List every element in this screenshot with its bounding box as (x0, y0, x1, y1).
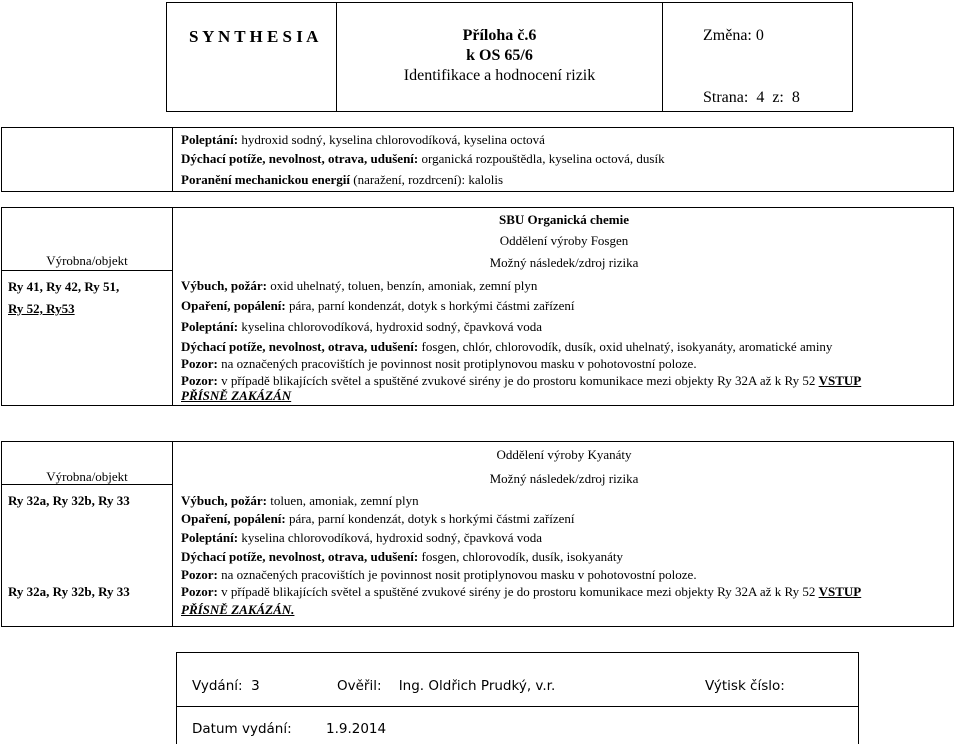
change-field (703, 27, 764, 45)
fosgen-right-header: Možný následek/zdroj rizika (489, 255, 639, 270)
issue-value: 3 (251, 678, 260, 694)
section-kyanaty-table (1, 441, 954, 627)
kyanaty-line-6: Pozor: v případě blikajících světel a spuštěné zvukové sirény je do prostoru komunikace mezi objekty Ry 32A až k Ry 52 VSTUP (181, 584, 862, 599)
kyanaty-line-5: Pozor: na označených pracovištích je povinnost nosit protiplynovou masku v pohotovostní poloze. (181, 567, 697, 582)
company-name: S Y N T H E S I A (189, 27, 319, 46)
issue-field (192, 678, 260, 694)
kyanaty-line-4: Dýchací potíže, nevolnost, otrava, udušení: fosgen, chlorovodík, dusík, isokyanáty (181, 549, 623, 564)
continuation-line-3: Poranění mechanickou energií (naražení, rozdrcení): kalolis (181, 172, 504, 187)
page-field (703, 89, 800, 107)
footer-divider (177, 706, 858, 707)
change-value: 0 (755, 27, 764, 44)
fosgen-section-subtitle: Oddělení výroby Fosgen (499, 233, 629, 248)
annex-ref: k OS 65/6 (466, 47, 533, 64)
kyanaty-line-1: Výbuch, požár: toluen, amoniak, zemní plyn (181, 493, 419, 508)
fosgen-section-title: SBU Organická chemie (499, 212, 629, 227)
header-company-cell (167, 3, 337, 111)
fosgen-objects-line-1: Ry 41, Ry 42, Ry 51, (8, 279, 120, 294)
document-footer (176, 652, 859, 744)
fosgen-left-divider (2, 270, 172, 271)
page-label: Strana: (703, 89, 749, 106)
kyanaty-line-3: Poleptání: kyselina chlorovodíková, hydroxid sodný, čpavková voda (181, 530, 543, 545)
fosgen-line-5: Pozor: na označených pracovištích je povinnost nosit protiplynovou masku v pohotovostní poloze. (181, 356, 697, 371)
kyanaty-objects-line-2: Ry 32a, Ry 32b, Ry 33 (8, 584, 130, 599)
kyanaty-right-header: Možný následek/zdroj rizika (489, 471, 639, 486)
page-value: 4 (756, 89, 765, 106)
fosgen-line-2: Opaření, popálení: pára, parní kondenzát, dotyk s horkými částmi zařízení (181, 298, 575, 313)
copy-number-label: Výtisk číslo: (705, 678, 785, 694)
header-meta-cell (663, 3, 854, 111)
kyanaty-section-subtitle: Oddělení výroby Kyanáty (496, 447, 632, 462)
kyanaty-left-header: Výrobna/objekt (46, 469, 128, 484)
fosgen-warning-end: PŘÍSNĚ ZAKÁZÁN (181, 388, 292, 403)
date-label: Datum vydání: (192, 721, 292, 737)
section-fosgen-left-col (2, 208, 173, 405)
verified-field (337, 678, 555, 694)
continuation-table (1, 127, 954, 192)
fosgen-line-1: Výbuch, požár: oxid uhelnatý, toluen, benzín, amoniak, zemní plyn (181, 278, 538, 293)
section-fosgen-table (1, 207, 954, 406)
fosgen-line-4: Dýchací potíže, nevolnost, otrava, udušení: fosgen, chlór, chlorovodík, dusík, oxid uhelnatý, isokyanáty, aromatické aminy (181, 339, 833, 354)
continuation-left-cell (2, 128, 173, 191)
kyanaty-warning-end: PŘÍSNĚ ZAKÁZÁN. (181, 602, 295, 617)
page-total: 8 (791, 89, 800, 106)
kyanaty-line-2: Opaření, popálení: pára, parní kondenzát, dotyk s horkými částmi zařízení (181, 511, 575, 526)
continuation-line-1: Poleptání: hydroxid sodný, kyselina chlorovodíková, kyselina octová (181, 132, 545, 147)
document-header (166, 2, 853, 112)
header-annex-cell (337, 3, 663, 111)
section-kyanaty-left-col (2, 442, 173, 626)
fosgen-line-3: Poleptání: kyselina chlorovodíková, hydroxid sodný, čpavková voda (181, 319, 543, 334)
fosgen-line-6: Pozor: v případě blikajících světel a spuštěné zvukové sirény je do prostoru komunikace mezi objekty Ry 32A až k Ry 52 VSTUP (181, 373, 862, 388)
page-of-label: z: (772, 89, 784, 106)
verified-label: Ověřil: (337, 678, 382, 694)
kyanaty-objects-line-1: Ry 32a, Ry 32b, Ry 33 (8, 493, 130, 508)
continuation-line-2: Dýchací potíže, nevolnost, otrava, udušení: organická rozpouštědla, kyselina octová, dusík (181, 151, 665, 166)
annex-title: Příloha č.6 (462, 27, 537, 44)
verified-value: Ing. Oldřich Prudký, v.r. (398, 678, 556, 694)
date-field (192, 721, 386, 737)
annex-subject: Identifikace a hodnocení rizik (403, 67, 596, 84)
issue-label: Vydání: (192, 678, 243, 694)
fosgen-left-header: Výrobna/objekt (46, 253, 128, 268)
change-label: Změna: (703, 27, 752, 44)
date-value: 1.9.2014 (325, 721, 387, 737)
fosgen-objects-line-2: Ry 52, Ry53 (8, 301, 75, 316)
